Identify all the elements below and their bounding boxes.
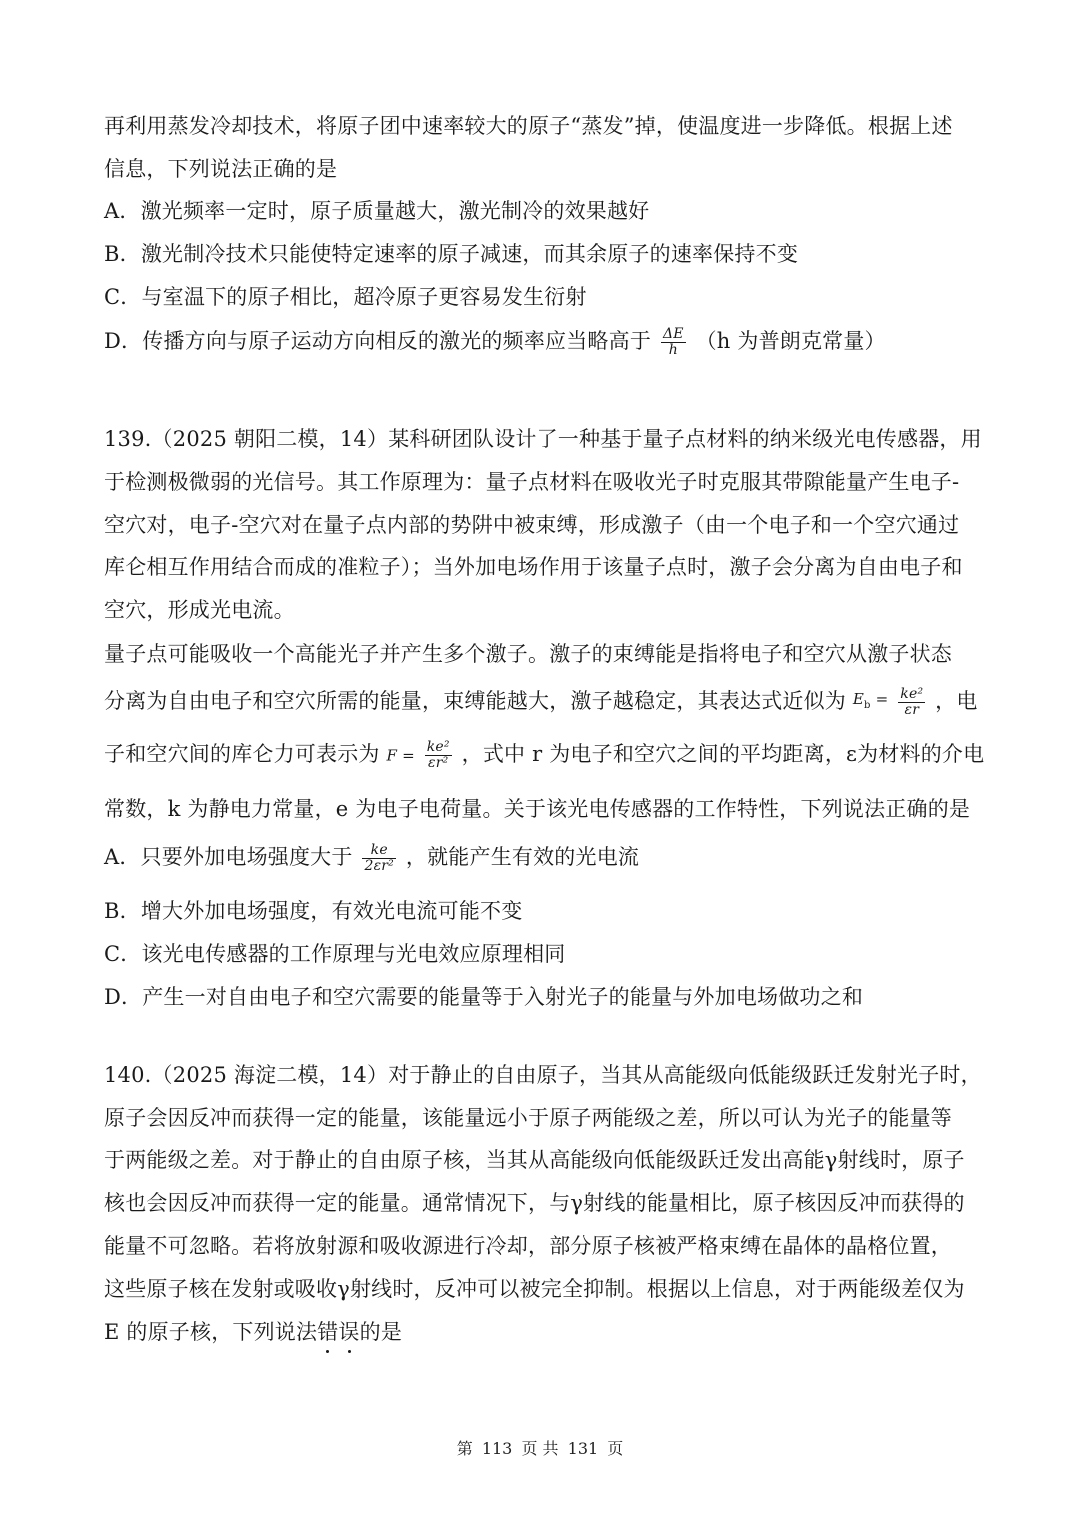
emphasis-char-1: 错: [317, 1318, 338, 1346]
fraction-numerator: ke²: [426, 739, 450, 755]
q139-line-1: 139.（2025 朝阳二模，14）某科研团队设计了一种基于量子点材料的纳米级光电传感器，用: [104, 427, 982, 451]
q139-line-8: [104, 740, 984, 771]
q138-option-a: A．激光频率一定时，原子质量越大，激光制冷的效果越好: [104, 199, 650, 223]
q139-option-c: C．该光电传感器的工作原理与光电效应原理相同: [104, 942, 566, 966]
q139-option-a: [104, 843, 639, 874]
q139-line-7-text: 分离为自由电子和空穴所需的能量，束缚能越大，激子越稳定，其表达式近似为: [104, 689, 846, 713]
binding-energy-symbol: $E_b$ =: [852, 690, 889, 711]
footer-total-pages: 131: [567, 1439, 599, 1458]
q139-line-2: 于检测极微弱的光信号。其工作原理为：量子点材料在吸收光子时克服其带隙能量产生电子-: [104, 470, 960, 494]
page-footer: [0, 1438, 1080, 1460]
delta-e-over-h-fraction: [661, 327, 686, 358]
q140-line-7: [104, 1318, 402, 1346]
q139-line-7: [104, 685, 978, 720]
binding-energy-fraction: [898, 687, 925, 718]
fraction-numerator: ke²: [900, 686, 924, 702]
q140-line-5: 能量不可忽略。若将放射源和吸收源进行冷却，部分原子核被严格束缚在晶体的晶格位置，: [104, 1234, 952, 1258]
emphasis-dot-icon: [326, 1350, 329, 1353]
q138-stem-line-1: 再利用蒸发冷却技术，将原子团中速率较大的原子“蒸发”掉，使温度进一步降低。根据上述: [104, 114, 953, 138]
q139-option-a-tail: ，就能产生有效的光电流: [405, 845, 640, 869]
q138-option-b: B．激光制冷技术只能使特定速率的原子减速，而其余原子的速率保持不变: [104, 242, 799, 266]
emphasis-dot-icon: [348, 1350, 351, 1353]
fraction-denominator: 2εr²: [364, 858, 394, 874]
footer-mid: 页 共: [521, 1439, 559, 1458]
q138-stem-line-2: 信息，下列说法正确的是: [104, 157, 338, 181]
q138-option-c: C．与室温下的原子相比，超冷原子更容易发生衍射: [104, 285, 587, 309]
q138-option-d-text: D．传播方向与原子运动方向相反的激光的频率应当略高于: [104, 329, 652, 353]
fraction-denominator: h: [668, 342, 678, 358]
coulomb-force-symbol: F =: [386, 746, 415, 765]
q139-line-8-text: 子和空穴间的库仑力可表示为: [104, 742, 380, 766]
emphasis-char-2: 误: [338, 1318, 359, 1346]
q140-line-4: 核也会因反冲而获得一定的能量。通常情况下，与γ射线的能量相比，原子核因反冲而获得的: [104, 1191, 965, 1215]
footer-page-number: 113: [481, 1439, 513, 1458]
footer-suffix: 页: [607, 1439, 624, 1458]
q139-line-4: 库仑相互作用结合而成的准粒子）；当外加电场作用于该量子点时，激子会分离为自由电子和: [104, 555, 963, 579]
q139-line-9: 常数，k 为静电力常量，e 为电子电荷量。关于该光电传感器的工作特性，下列说法正确的是: [104, 797, 971, 821]
field-threshold-fraction: [362, 843, 396, 874]
fraction-numerator: ΔE: [662, 326, 684, 342]
q140-line-2: 原子会因反冲而获得一定的能量，该能量远小于原子两能级之差，所以可认为光子的能量等: [104, 1106, 952, 1130]
q138-option-d-note: （h 为普朗克常量）: [695, 329, 886, 353]
q139-option-a-text: A．只要外加电场强度大于: [104, 845, 353, 869]
q140-line-7-tail: 的是: [359, 1320, 403, 1344]
q139-line-7-tail: ，电: [935, 689, 978, 713]
q139-line-3: 空穴对，电子-空穴对在量子点内部的势阱中被束缚，形成激子（由一个电子和一个空穴通过: [104, 513, 960, 537]
coulomb-force-fraction: [425, 740, 452, 771]
q139-option-b: B．增大外加电场强度，有效光电流可能不变: [104, 899, 523, 923]
footer-prefix: 第: [456, 1439, 473, 1458]
q138-option-d: [104, 327, 886, 358]
q139-line-6: 量子点可能吸收一个高能光子并产生多个激子。激子的束缚能是指将电子和空穴从激子状态: [104, 642, 952, 666]
q139-line-5: 空穴，形成光电流。: [104, 598, 295, 622]
fraction-denominator: εr: [904, 702, 920, 718]
q140-line-1: 140.（2025 海淀二模，14）对于静止的自由原子，当其从高能级向低能级跃迁发射光子时，: [104, 1063, 982, 1087]
fraction-numerator: ke: [362, 843, 396, 859]
q139-line-8-tail: ，式中 r 为电子和空穴之间的平均距离，ε为材料的介电: [461, 742, 985, 766]
q140-line-6: 这些原子核在发射或吸收γ射线时，反冲可以被完全抑制。根据以上信息，对于两能级差仅为: [104, 1277, 965, 1301]
q140-line-3: 于两能级之差。对于静止的自由原子核，当其从高能级向低能级跃迁发出高能γ射线时，原子: [104, 1148, 965, 1172]
q139-option-d: D．产生一对自由电子和空穴需要的能量等于入射光子的能量与外加电场做功之和: [104, 985, 864, 1009]
fraction-denominator: εr²: [428, 755, 449, 771]
q140-line-7-text: E 的原子核，下列说法: [104, 1320, 318, 1344]
